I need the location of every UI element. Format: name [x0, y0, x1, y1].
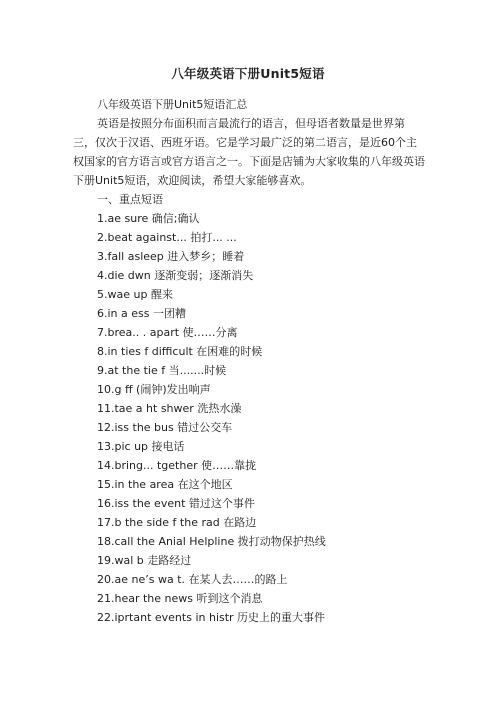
phrase-item: 11.tae a ht shwer 洗热水澡 — [97, 402, 242, 415]
phrase-item: 22.iprtant events in histr 历史上的重大事件 — [97, 611, 326, 624]
phrase-item: 8.in ties f difficult 在困难的时候 — [97, 345, 263, 358]
phrase-item: 19.wal b 走路经过 — [97, 554, 192, 567]
phrase-item: 13.pic up 接电话 — [97, 440, 185, 453]
phrase-item: 9.at the tie f 当.......时候 — [97, 364, 227, 377]
phrase-item: 4.die dwn 逐渐变弱；逐渐消失 — [97, 269, 254, 282]
phrase-item: 16.iss the event 错过这个事件 — [97, 497, 255, 510]
section-heading: 一、重点短语 — [97, 193, 163, 206]
phrase-item: 15.in the area 在这个地区 — [97, 478, 233, 491]
phrase-item: 18.call the Anial Helpline 拨打动物保护热线 — [97, 535, 326, 548]
phrase-item: 10.g ff (闹钟)发出响声 — [97, 383, 211, 396]
phrase-item: 2.beat against... 拍打... ... — [97, 231, 237, 244]
document-subtitle: 八年级英语下册Unit5短语汇总 — [97, 98, 248, 111]
phrase-item: 1.ae sure 确信;确认 — [97, 212, 200, 225]
phrase-item: 6.in a ess 一团糟 — [97, 307, 186, 320]
phrase-item: 3.fall asleep 进入梦乡；睡着 — [97, 250, 245, 263]
document-title: 八年级英语下册Unit5短语 — [171, 66, 325, 81]
phrase-item: 14.bring... tgether 使……靠拢 — [97, 459, 257, 472]
phrase-item: 21.hear the news 听到这个消息 — [97, 592, 263, 605]
intro-paragraph: 英语是按照分布面积而言最流行的语言，但母语者数量是世界第三，仅次于汉语、西班牙语。它是学习最广泛的第二语言，是近60个主权国家的官方语言或官方语言之一。下面是店铺为大家收集的八年级英语下册Unit5短语，欢迎阅读，希望大家能够喜欢。 — [73, 117, 425, 187]
phrase-item: 7.brea.. . apart 使……分离 — [97, 326, 238, 339]
phrase-item: 12.iss the bus 错过公交车 — [97, 421, 233, 434]
phrase-item: 20.ae ne’s wa t. 在某人去……的路上 — [97, 573, 288, 586]
phrase-item: 17.b the side f the rad 在路边 — [97, 516, 257, 529]
phrase-item: 5.wae up 醒来 — [97, 288, 173, 301]
